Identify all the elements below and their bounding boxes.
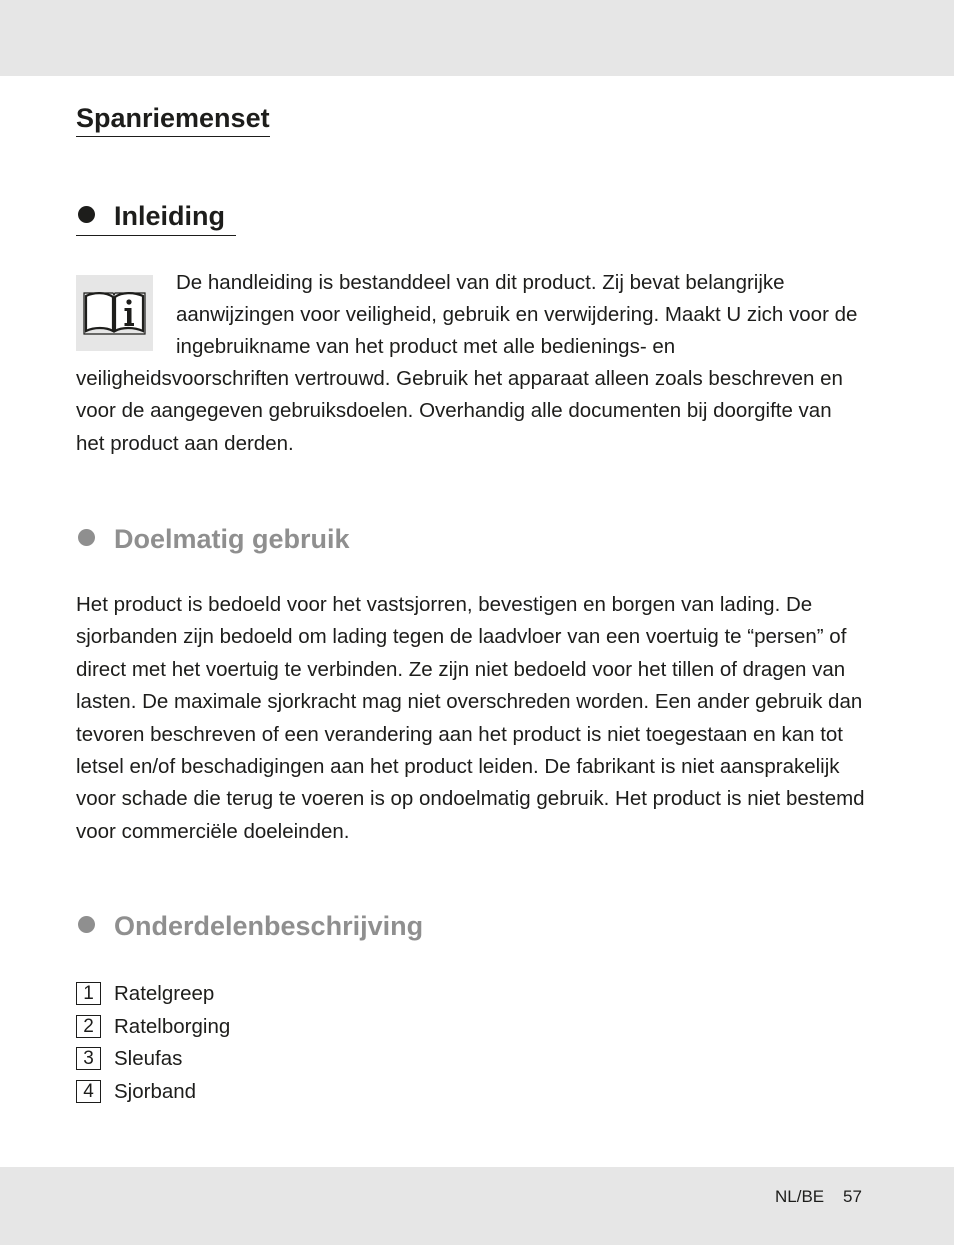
page-title: Spanriemenset <box>76 101 270 137</box>
page-number: 57 <box>843 1187 862 1206</box>
bullet-dot <box>78 529 95 546</box>
usage-line: lasten. De maximale sjorkracht mag niet overschreden worden. Een ander gebruik dan <box>76 690 863 714</box>
usage-line: sjorbanden zijn bedoeld om lading tegen de laadvloer van een voertuig te “persen” of <box>76 625 847 649</box>
part-label: Sjorband <box>114 1079 197 1103</box>
part-label: Ratelborging <box>114 1014 231 1038</box>
intro-line: veiligheidsvoorschriften vertrouwd. Gebruik het apparaat alleen zoals beschreven en <box>76 367 843 390</box>
intro-line: De handleiding is bestanddeel van dit product. Zij bevat belangrijke <box>176 271 785 294</box>
part-label: Ratelgreep <box>114 982 215 1005</box>
intro-line: voor de aangegeven gebruiksdoelen. Overhandig alle documenten bij doorgifte van <box>76 399 832 422</box>
usage-line: direct met het voertuig te verbinden. Ze zijn niet bedoeld voor het tillen of dragen van <box>76 657 846 681</box>
usage-line: letsel en/of beschadigingen aan het product leiden. De fabrikant is niet aansprakelijk <box>76 755 840 779</box>
part-label: Sleufas <box>114 1047 183 1070</box>
intro-line: ingebruikname van het product met alle bedienings- en <box>176 335 676 358</box>
part-number: 2 <box>76 1015 101 1038</box>
section-title-parts: Onderdelenbeschrijving <box>114 911 424 941</box>
usage-line: Het product is bedoeld voor het vastsjorren, bevestigen en borgen van lading. De <box>76 593 813 616</box>
part-number: 1 <box>76 982 101 1005</box>
usage-line: voor schade die terug te voeren is op ondoelmatig gebruik. Het product is niet bestemd <box>76 787 865 811</box>
manual-info-icon <box>76 275 153 351</box>
part-number: 3 <box>76 1047 101 1070</box>
footer-locale: NL/BE <box>775 1187 825 1206</box>
section-heading-usage <box>76 522 396 558</box>
bullet-dot <box>78 206 95 223</box>
usage-line: tevoren beschreven of een verandering aan het product is niet toegestaan en kan tot <box>76 722 843 746</box>
section-title-intro: Inleiding <box>114 201 225 231</box>
intro-line: aanwijzingen voor veiligheid, gebruik en verwijdering. Maakt U zich voor de <box>176 303 858 326</box>
section-heading-intro <box>76 199 236 236</box>
bullet-dot <box>78 916 95 933</box>
usage-paragraph <box>76 589 865 848</box>
intro-line: het product aan derden. <box>76 432 294 455</box>
header-band <box>0 0 954 76</box>
usage-line: voor commerciële doeleinden. <box>76 819 350 843</box>
part-number: 4 <box>76 1080 101 1103</box>
section-heading-parts <box>76 909 476 945</box>
section-title-usage: Doelmatig gebruik <box>114 524 350 554</box>
